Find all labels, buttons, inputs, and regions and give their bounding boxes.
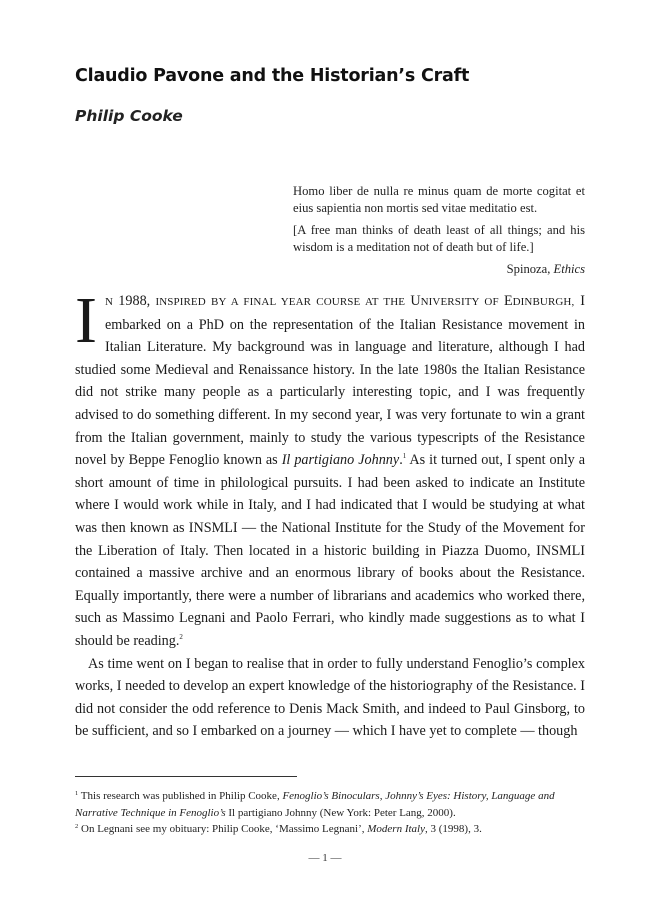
lead-small-4: DINBURGH, — [512, 296, 575, 308]
page-number: — 1 — — [308, 852, 342, 864]
paragraph-1-period: . — [399, 452, 403, 469]
epigraph-attribution — [293, 261, 585, 278]
footnote-1-novel-title: Il partigiano Johnny — [228, 806, 317, 819]
footnote-1-mark: 1 — [75, 790, 79, 797]
paragraph-1 — [75, 284, 586, 653]
epigraph-translation: [A free man thinks of death least of all things; and his wisdom is a meditation not of death but of life.] — [293, 223, 585, 254]
footnote-ref-1[interactable]: 1 — [402, 452, 407, 461]
lead-small-3: NIVERSITY OF — [420, 296, 504, 308]
epigraph — [293, 183, 585, 284]
lead-cap-u: U — [410, 293, 421, 309]
attribution-name: Spinoza, — [506, 262, 554, 276]
footnote-1 — [75, 788, 587, 821]
book-title-italic: Il partigiano Johnny — [281, 452, 400, 469]
paragraph-2: As time went on I began to realise that in order to fully understand Fenoglio’s complex works, I needed to develop an expert knowledge of the historiography of the Resistance. I did not consider the odd reference to Denis Mack Smith, and indeed to Paul Ginsborg, to be sufficient, and so I embarked on a journey — which I have yet to complete — though — [75, 655, 585, 740]
footnote-2-text-a: On Legnani see my obituary: Philip Cooke, ‘Massimo Legnani’, — [78, 823, 368, 835]
lead-cap-e: E — [503, 293, 513, 309]
footnote-ref-2[interactable]: 2 — [179, 632, 183, 641]
footnotes — [75, 788, 587, 838]
paragraph-1-text-a: I embarked on a PhD on the representation of the Italian Resistance movement in Italian Literature. My background was in language and literature, although I had studied some Medieval and Renaissance history. In the late 1980s the Italian Resistance did not strike many people as a particularly interesting topic, and I was frequently advised to do something different. In my second year, I was very fortunate to win a grant from the Italian government, mainly to study the various typescripts of the Resistance novel by Beppe Fenoglio known as — [75, 293, 585, 469]
footnote-2-mark: 2 — [75, 823, 79, 830]
footnote-2 — [75, 821, 587, 838]
footnote-2-text-c: , 3 (1998), 3. — [425, 823, 482, 835]
lead-year: 1988, — [118, 293, 151, 309]
attribution-work: Ethics — [553, 262, 585, 276]
footnote-1-book-title: Fenoglio’s Binoculars, Johnny’s Eyes: History, Language and Narrative Technique in Fenoglio’s — [75, 790, 555, 819]
lead-small-1: N — [104, 296, 119, 308]
paragraph-1-text-b: As it turned out, I spent only a short amount of time in philological pursuits. I had been asked to indicate an Institute where I would work while in Italy, and I had indicated that I would be studying at what was then known as INSMLI — the National Institute for the Study of the Movement for the Liberation of Italy. Then located in a historic building in Piazza Duomo, INSMLI contained a massive archive and an enormous library of books about the Resistance. Equally importantly, there were a number of librarians and academics who worked there, such as Massimo Legnani and Paolo Ferrari, who kindly made suggestions as to what I should be reading. — [75, 452, 586, 649]
lead-small-2: INSPIRED BY A FINAL YEAR COURSE AT THE — [150, 296, 411, 308]
footnote-1-text-a: This research was published in Philip Cooke, — [78, 790, 283, 802]
footnote-2-journal: Modern Italy — [367, 823, 425, 835]
drop-cap: I — [75, 284, 97, 357]
body-text — [75, 284, 586, 743]
epigraph-latin: Homo liber de nulla re minus quam de morte cogitat et eius sapientia non mortis sed vitae meditatio est. — [293, 184, 585, 215]
footnote-1-publication: (New York: Peter Lang, 2000). — [317, 806, 456, 819]
article-title: Claudio Pavone and the Historian’s Craft — [75, 66, 470, 86]
footnote-divider — [75, 776, 297, 777]
author-name: Philip Cooke — [75, 107, 183, 125]
